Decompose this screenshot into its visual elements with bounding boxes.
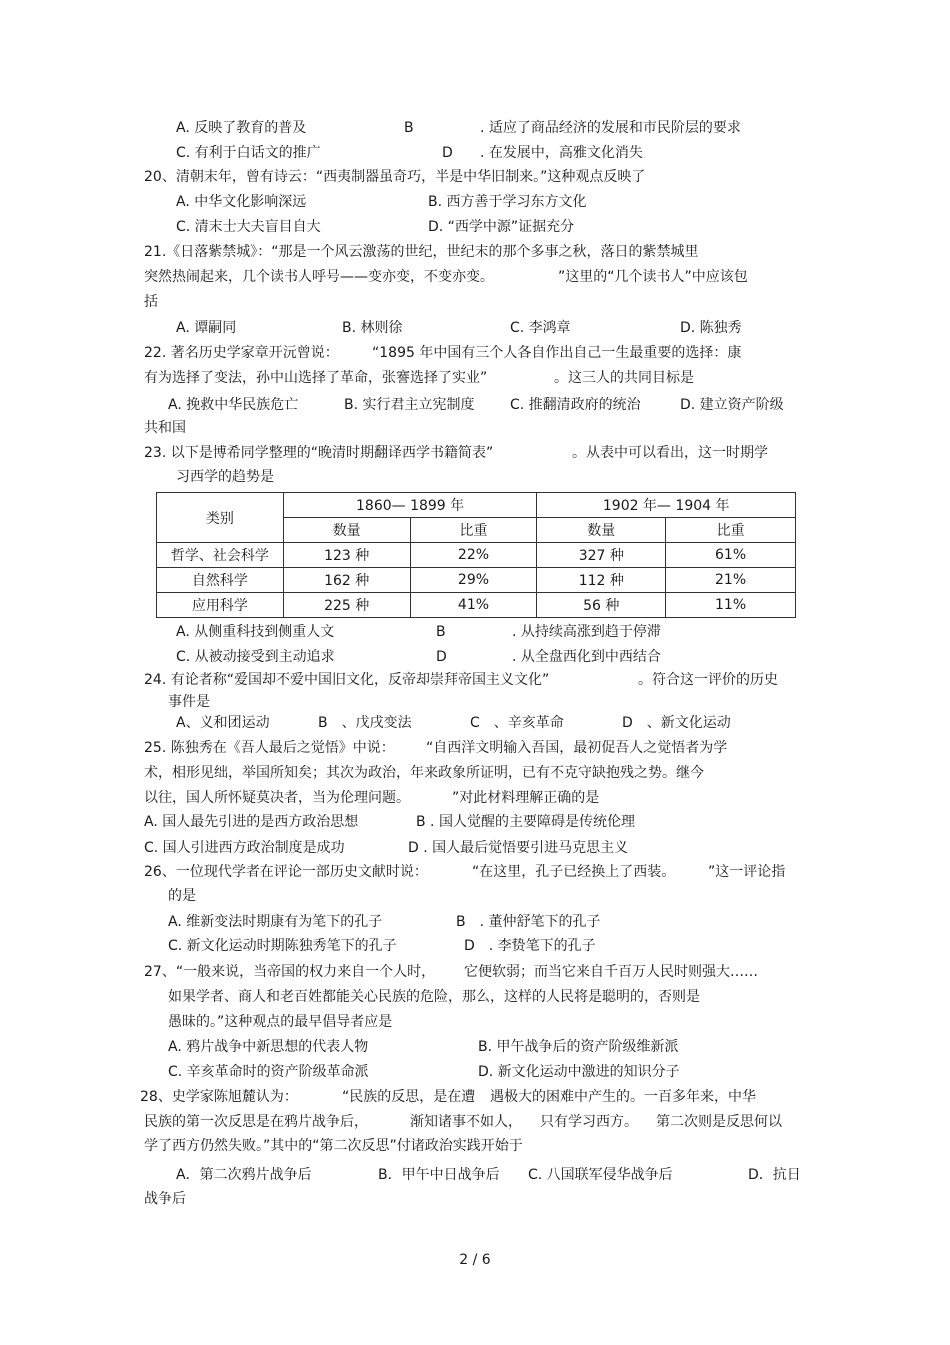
table-header-category: 类别 xyxy=(157,493,284,543)
q22-option-a: A. 挽救中华民族危亡 xyxy=(168,397,299,413)
q21-stem-line3: 括 xyxy=(144,294,158,310)
q21-option-c: C. 李鸿章 xyxy=(510,320,571,336)
q27-option-c: C. 辛亥革命时的资产阶级革命派 xyxy=(168,1064,369,1080)
q27-option-a: A. 鸦片战争中新思想的代表人物 xyxy=(168,1039,369,1055)
q20-option-d: D. “西学中源”证据充分 xyxy=(428,219,575,235)
q22-stem-line2b: 。这三人的共同目标是 xyxy=(554,370,694,386)
table-header-period2: 1902 年— 1904 年 xyxy=(537,493,796,518)
q27-option-d: D. 新文化运动中激进的知识分子 xyxy=(478,1064,680,1080)
q19-option-d: . 在发展中，高雅文化消失 xyxy=(480,145,643,161)
q28-stem-line2d: 第二次则是反思何以 xyxy=(656,1114,782,1130)
q28-stem-line1: 28、史学家陈旭麓认为： xyxy=(140,1089,298,1105)
table-row xyxy=(157,543,796,568)
table-cell-category: 自然科学 xyxy=(157,568,284,593)
q26-stem-line1c: ”这一评论指 xyxy=(708,864,786,880)
q24-stem-line2: 事件是 xyxy=(168,694,210,710)
q19-option-d-letter: D xyxy=(442,145,453,161)
q25-stem-line3: 以往，国人所怀疑莫决者，当为伦理问题。 xyxy=(144,790,410,806)
table-header-ratio: 比重 xyxy=(666,518,796,543)
q22-stem-line1: 22. 著名历史学家章开沅曾说： xyxy=(144,345,339,361)
q20-stem: 20、清朝末年，曾有诗云：“西夷制器虽奇巧，半是中华旧制来。”这种观点反映了 xyxy=(144,169,646,185)
q24-option-d: D 、新文化运动 xyxy=(622,715,731,731)
q27-stem-line3: 愚昧的。”这种观点的最早倡导者应是 xyxy=(168,1014,393,1030)
q28-stem-line2c: 只有学习西方。 xyxy=(540,1114,638,1130)
q21-option-a: A. 谭嗣同 xyxy=(176,320,237,336)
q25-stem-line1: 25. 陈独秀在《吾人最后之觉悟》中说： xyxy=(144,740,395,756)
q28-stem-line2b: 渐知诸事不如人， xyxy=(410,1114,522,1130)
table-cell: 327 种 xyxy=(537,543,666,568)
q25-stem-line1b: “自西洋文明输入吾国，最初促吾人之觉悟者为学 xyxy=(426,740,728,756)
q27-option-b: B. 甲午战争后的资产阶级维新派 xyxy=(478,1039,679,1055)
table-header-count: 数量 xyxy=(537,518,666,543)
q28-option-d: D．抗日 xyxy=(748,1167,801,1183)
table-header-ratio: 比重 xyxy=(410,518,537,543)
table-header-row xyxy=(157,493,796,518)
q20-option-a: A. 中华文化影响深远 xyxy=(176,194,307,210)
q27-stem-line1: 27、“一般来说，当帝国的权力来自一个人时， xyxy=(144,964,436,980)
q23-option-a: A. 从侧重科技到侧重人文 xyxy=(176,624,335,640)
q26-option-c: C. 新文化运动时期陈独秀笔下的孔子 xyxy=(168,938,397,954)
q28-option-a: A．第二次鸦片战争后 xyxy=(176,1167,312,1183)
q28-stem-line1c: 遇极大的困难中产生的。一百多年来，中华 xyxy=(490,1089,756,1105)
q22-stem-line1b: “1895 年中国有三个人各自作出自己一生最重要的选择：康 xyxy=(372,345,742,361)
q28-stem-line2: 民族的第一次反思是在鸦片战争后， xyxy=(144,1114,368,1130)
page-number: 2 / 6 xyxy=(459,1252,491,1268)
q28-stem-line4: 战争后 xyxy=(144,1191,186,1207)
q22-option-d: D. 建立资产阶级 xyxy=(680,397,784,413)
q23-option-d-letter: D xyxy=(436,649,447,665)
q27-stem-line2: 如果学者、商人和老百姓都能关心民族的危险，那么，这样的人民将是聪明的，否则是 xyxy=(168,989,700,1005)
table-cell: 225 种 xyxy=(283,593,410,618)
table-row xyxy=(157,593,796,618)
q28-stem-line3: 学了西方仍然失败。”其中的“第二次反思”付诸政治实践开始于 xyxy=(144,1138,523,1154)
q22-option-b: B. 实行君主立宪制度 xyxy=(344,397,475,413)
q25-stem-line3b: ”对此材料理解正确的是 xyxy=(452,790,600,806)
q23-option-b-letter: B xyxy=(436,624,446,640)
q25-option-c: C. 国人引进西方政治制度是成功 xyxy=(144,840,345,856)
q28-option-c: C. 八国联军侵华战争后 xyxy=(528,1167,673,1183)
q28-option-b: B．甲午中日战争后 xyxy=(378,1167,500,1183)
q26-stem-line2: 的是 xyxy=(168,888,196,904)
table-cell: 123 种 xyxy=(283,543,410,568)
table-cell: 29% xyxy=(410,568,537,593)
q26-stem-line1: 26、一位现代学者在评论一部历史文献时说： xyxy=(144,864,428,880)
table-cell: 162 种 xyxy=(283,568,410,593)
books-table xyxy=(156,492,796,618)
q24-option-c: C 、辛亥革命 xyxy=(470,715,564,731)
table-cell: 22% xyxy=(410,543,537,568)
q26-stem-line1b: “在这里，孔子已经换上了西装。 xyxy=(472,864,676,880)
q21-stem-line2b: ”这里的“几个读书人”中应该包 xyxy=(558,269,748,285)
q24-stem-line1: 24. 有论者称“爱国却不爱中国旧文化，反帝却崇拜帝国主义文化” xyxy=(144,672,550,688)
table-cell: 41% xyxy=(410,593,537,618)
q25-option-a: A. 国人最先引进的是西方政治思想 xyxy=(144,814,359,830)
q23-stem-line1: 23. 以下是博希同学整理的“晚清时期翻译西学书籍简表” xyxy=(144,445,494,461)
q26-option-a: A. 维新变法时期康有为笔下的孔子 xyxy=(168,914,383,930)
q19-option-b: . 适应了商品经济的发展和市民阶层的要求 xyxy=(480,120,741,136)
q22-stem-line3: 共和国 xyxy=(144,420,186,436)
q27-stem-line1b: 它便软弱；而当它来自千百万人民时则强大…… xyxy=(464,964,758,980)
q24-option-a: A、义和团运动 xyxy=(176,715,270,731)
q21-option-b: B. 林则徐 xyxy=(342,320,403,336)
q22-stem-line2: 有为选择了变法，孙中山选择了革命，张謇选择了实业” xyxy=(144,370,488,386)
q25-option-d: D . 国人最后觉悟要引进马克思主义 xyxy=(408,840,629,856)
table-cell: 11% xyxy=(666,593,796,618)
table-row xyxy=(157,568,796,593)
table-header-period1: 1860— 1899 年 xyxy=(283,493,537,518)
q24-stem-line1b: 。符合这一评价的历史 xyxy=(638,672,778,688)
table-cell-category: 应用科学 xyxy=(157,593,284,618)
q21-stem-line2: 突然热闹起来，几个读书人呼号——变亦变，不变亦变。 xyxy=(144,269,494,285)
q23-stem-line2: 习西学的趋势是 xyxy=(176,469,274,485)
q21-stem-line1: 21.《日落紫禁城》：“那是一个风云激荡的世纪，世纪末的那个多事之秋，落日的紫禁城里 xyxy=(144,244,699,260)
q23-option-c: C. 从被动接受到主动追求 xyxy=(176,649,335,665)
table-header-count: 数量 xyxy=(283,518,410,543)
q19-option-b-letter: B xyxy=(404,120,414,136)
q23-option-d: . 从全盘西化到中西结合 xyxy=(512,649,661,665)
table-cell: 56 种 xyxy=(537,593,666,618)
q23-option-b: . 从持续高涨到趋于停滞 xyxy=(512,624,661,640)
q19-option-c: C. 有利于白话文的推广 xyxy=(176,145,321,161)
q22-option-c: C. 推翻清政府的统治 xyxy=(510,397,641,413)
q25-option-b: B . 国人觉醒的主要障碍是传统伦理 xyxy=(416,814,635,830)
q26-option-b: B . 董仲舒笔下的孔子 xyxy=(456,914,601,930)
q20-option-c: C. 清末士大夫盲目自大 xyxy=(176,219,321,235)
table-cell: 21% xyxy=(666,568,796,593)
q25-stem-line2: 术，相形见绌，举国所知矣；其次为政治，年来政象所证明，已有不克守缺抱残之势。继今 xyxy=(144,765,704,781)
q28-stem-line1b: “民族的反思，是在遭 xyxy=(342,1089,476,1105)
table-cell: 61% xyxy=(666,543,796,568)
q19-option-a: A. 反映了教育的普及 xyxy=(176,120,307,136)
q23-stem-line1b: 。从表中可以看出，这一时期学 xyxy=(572,445,768,461)
q20-option-b: B. 西方善于学习东方文化 xyxy=(428,194,587,210)
table-cell: 112 种 xyxy=(537,568,666,593)
table-cell-category: 哲学、社会科学 xyxy=(157,543,284,568)
q24-option-b: B 、戊戌变法 xyxy=(318,715,412,731)
q26-option-d: D . 李贽笔下的孔子 xyxy=(464,938,596,954)
q21-option-d: D. 陈独秀 xyxy=(680,320,742,336)
